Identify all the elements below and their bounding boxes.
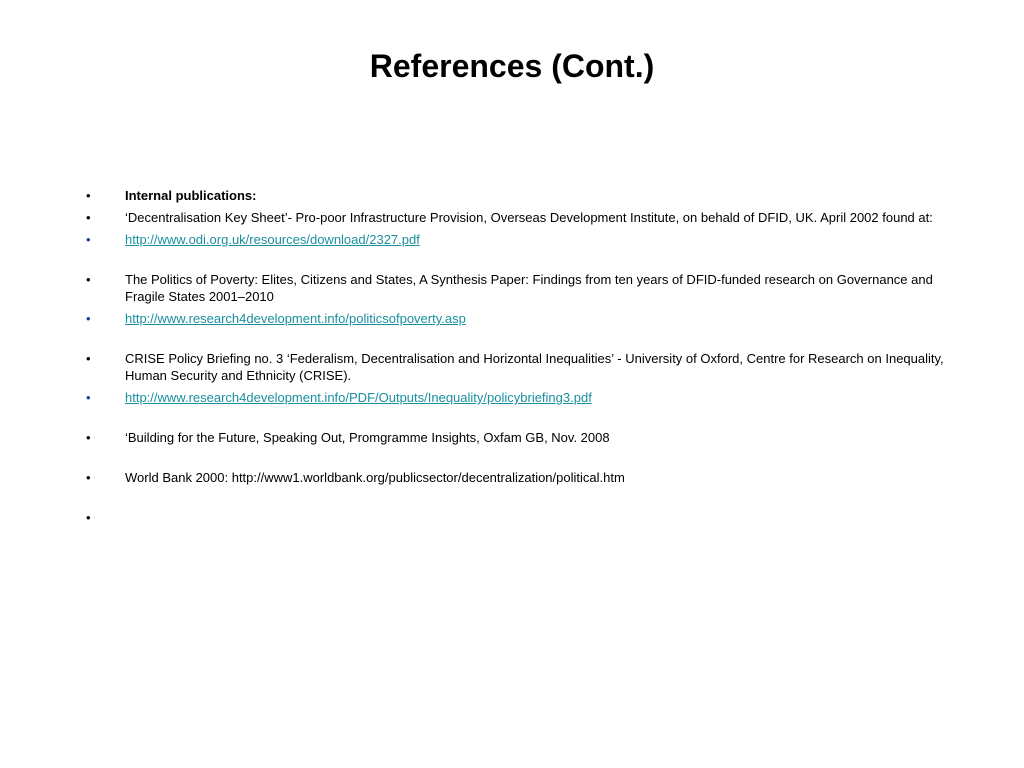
list-item-internal-publications: [86, 187, 946, 204]
bullet: •: [86, 210, 91, 225]
crise-policy-briefing-link[interactable]: http://www.research4development.info/PDF/Outputs/Inequality/policybriefing3.pdf: [125, 390, 592, 405]
odi-link[interactable]: http://www.odi.org.uk/resources/download/2327.pdf: [125, 232, 420, 247]
list-item-politics-of-poverty: [86, 271, 946, 305]
reference-text: ‘Decentralisation Key Sheet’- Pro-poor Infrastructure Provision, Overseas Development Institute, on behald of DFID, UK. April 2002 found at:: [125, 210, 933, 225]
list-item-crise-link: [86, 389, 946, 406]
list-item-decentralisation-key-sheet: [86, 209, 946, 226]
bullet: •: [86, 232, 91, 247]
bullet: •: [86, 272, 91, 287]
reference-text: CRISE Policy Briefing no. 3 ‘Federalism, Decentralisation and Horizontal Inequalities’ - University of Oxford, Centre for Research on Inequality, Human Security and Ethnicity (CRISE).: [125, 351, 944, 383]
reference-text: The Politics of Poverty: Elites, Citizens and States, A Synthesis Paper: Findings from ten years of DFID-funded research on Governance and Fragile States 2001–2010: [125, 272, 933, 304]
list-item-world-bank: [86, 469, 946, 486]
bullet: •: [86, 470, 91, 485]
section-heading: Internal publications:: [125, 188, 257, 203]
list-item-odi-link: [86, 231, 946, 248]
references-list: [86, 187, 946, 525]
bullet: •: [86, 351, 91, 366]
bullet: •: [86, 188, 91, 203]
bullet: •: [86, 510, 91, 525]
list-item-politics-of-poverty-link: [86, 310, 946, 327]
list-item-building-for-the-future: [86, 429, 946, 446]
bullet: •: [86, 390, 91, 405]
list-item-crise-briefing: [86, 350, 946, 384]
slide-title: References (Cont.): [369, 48, 655, 84]
bullet: •: [86, 430, 91, 445]
reference-text: World Bank 2000: http://www1.worldbank.org/publicsector/decentralization/political.htm: [125, 470, 625, 485]
politics-of-poverty-link[interactable]: http://www.research4development.info/politicsofpoverty.asp: [125, 311, 466, 326]
reference-text: ‘Building for the Future, Speaking Out, Promgramme Insights, Oxfam GB, Nov. 2008: [125, 430, 610, 445]
bullet: •: [86, 311, 91, 326]
